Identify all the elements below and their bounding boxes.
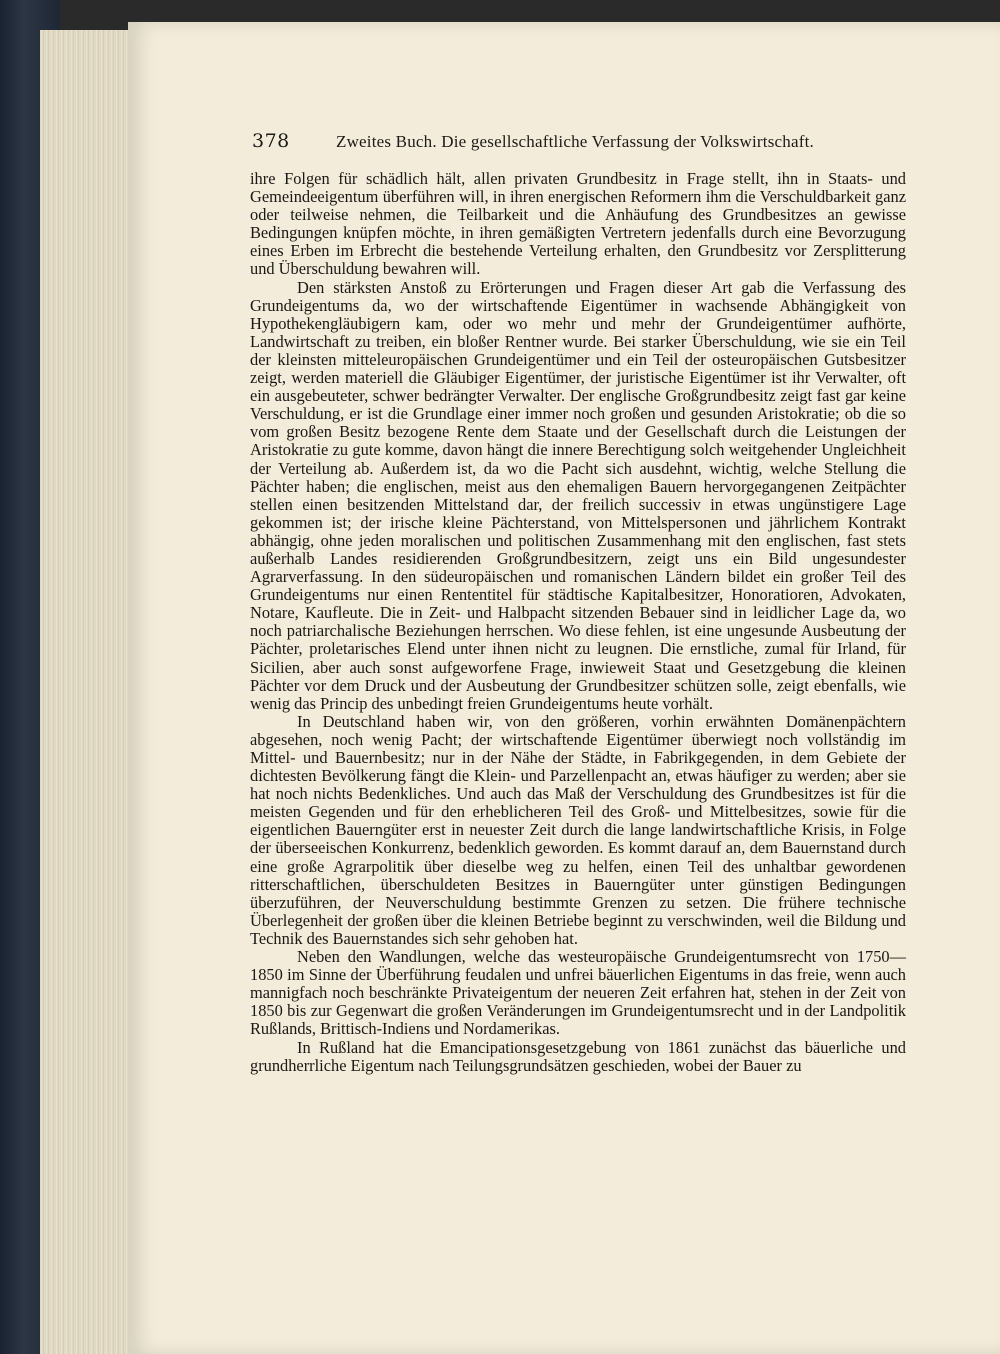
paragraph: Den stärksten Anstoß zu Erörterungen und Fragen dieser Art gab die Verfassung des Grundeigentums da, wo der wirtschaftende Eigentümer in wachsende Abhängigkeit von Hypothekengläubigern kam, oder wo mehr und mehr der Grundeigentümer aufhörte, Landwirtschaft zu treiben, ein bloßer Rentner wurde. Bei starker Überschuldung, wie sie ein Teil der kleinsten mitteleuropäischen Grundeigentümer und ein Teil der osteuropäischen Gutsbesitzer zeigt, werden materiell die Gläubiger Eigentümer, der juristische Eigentümer ist ihr Verwalter, oft ein ausgebeuteter, schwer bedrängter Verwalter. Der englische Großgrundbesitz zeigt fast gar keine Verschuldung, er ist die Grundlage einer immer noch großen und gesunden Aristokratie; ob die so vom großen Besitz bezogene Rente dem Staate und der Gesellschaft durch die Leistungen der Aristokratie zu gute komme, davon hängt die innere Berechtigung solch weitgehender Ungleichheit der Verteilung ab. Außerdem ist, da wo die Pacht sich ausdehnt, wichtig, welche Stellung die Pächter haben; die englischen, meist aus den ehemaligen Bauern hervorgegangenen Zeitpächter stellen einen besitzenden Mittelstand dar, der freilich successiv in etwas ungünstigere Lage gekommen ist; der irische kleine Pächterstand, von Mittelspersonen und jährlichem Kontrakt abhängig, ohne jeden moralischen und politischen Zusammenhang mit den englischen, fast stets außerhalb Landes residierenden Großgrundbesitzern, zeigt uns ein Bild ungesundester Agrarverfassung. In den südeuropäischen und romanischen Ländern bildet ein großer Teil des Grundeigentums nur einen Rententitel für städtische Kapitalbesitzer, Honoratioren, Advokaten, Notare, Kaufleute. Die in Zeit- und Halbpacht sitzenden Bebauer sind in leidlicher Lage da, wo noch patriarchalische Beziehungen herrschen. Wo diese fehlen, ist eine ungesunde Ausbeutung der Pächter, proletarisches Elend unter ihnen nicht zu leugnen. Die ernstliche, zumal für Irland, für Sicilien, aber auch sonst aufgeworfene Frage, inwieweit Staat und Gesetzgebung die kleinen Pächter vor dem Druck und der Ausbeutung der Grundbesitzer schützen solle, zeigt ebenfalls, wie wenig das Princip des unbedingt freien Grundeigentums heute vorhält. (250, 277, 906, 713)
page-header (252, 130, 907, 156)
page-number: 378 (252, 130, 290, 152)
running-title: Zweites Buch. Die gesellschaftliche Verfassung der Volkswirtschaft. (336, 132, 814, 151)
paragraph: In Deutschland haben wir, von den größeren, vorhin erwähnten Domänenpächtern abgesehen, noch wenig Pacht; der wirtschaftende Eigentümer überwiegt noch vollständig im Mittel- und Bauernbesitz; nur in der Nähe der Städte, in Fabrikgegenden, in dem Gebiete der dichtesten Bevölkerung fängt die Klein- und Parzellenpacht an, etwas häufiger zu werden; aber sie hat noch nichts Bedenkliches. Und auch das Maß der Verschuldung des Grundbesitzes ist für die meisten Gegenden und für den erheblicheren Teil des Groß- und Mittelbesitzes, sowie für die eigentlichen Bauerngüter erst in neuester Zeit durch die lange landwirtschaftliche Krisis, in Folge der überseeischen Konkurrenz, bedenklich geworden. Es kommt darauf an, dem Bauernstand durch eine große Agrarpolitik über dieselbe weg zu helfen, einen Teil des unhaltbar gewordenen ritterschaftlichen, überschuldeten Besitzes in Bauerngüter unter günstigen Bedingungen überzuführen, der Neuverschuldung bestimmte Grenzen zu setzen. Die frühere technische Überlegenheit der großen über die kleinen Betriebe beginnt zu verschwinden, weil die Bildung und Technik des Bauernstandes sich sehr gehoben hat. (250, 711, 906, 948)
paragraph: In Rußland hat die Emancipationsgesetzgebung von 1861 zunächst das bäuerliche und grundherrliche Eigentum nach Teilungsgrundsätzen geschieden, wobei der Bauer zu (250, 1037, 906, 1075)
paragraph: ihre Folgen für schädlich hält, allen privaten Grundbesitz in Frage stellt, ihn in Staats- und Gemeindeeigentum überführen will, in ihren energischen Reformern ihm die Verschuldbarkeit ganz oder teilweise nehmen, die Teilbarkeit und die Anhäufung des Grundbesitzes an gewisse Bedingungen knüpfen möchte, in ihren gemäßigten Vertretern jedenfalls durch eine Bevorzugung eines Erben im Erbrecht die bestehende Verteilung erhalten, den Grundbesitz vor Zersplitterung und Überschuldung bewahren will. (250, 169, 906, 279)
page-edges (40, 30, 135, 1354)
body-text (250, 170, 906, 1075)
paragraph: Neben den Wandlungen, welche das westeuropäische Grundeigentumsrecht von 1750—1850 im Sinne der Überführung feudalen und unfrei bäuerlichen Eigentums in das freie, wenn auch mannigfach noch beschränkte Privateigentum der neueren Zeit erfahren hat, stehen in der Zeit von 1850 bis zur Gegenwart die großen Veränderungen im Grundeigentumsrecht und in der Landpolitik Rußlands, Brittisch-Indiens und Nordamerikas. (250, 947, 906, 1039)
